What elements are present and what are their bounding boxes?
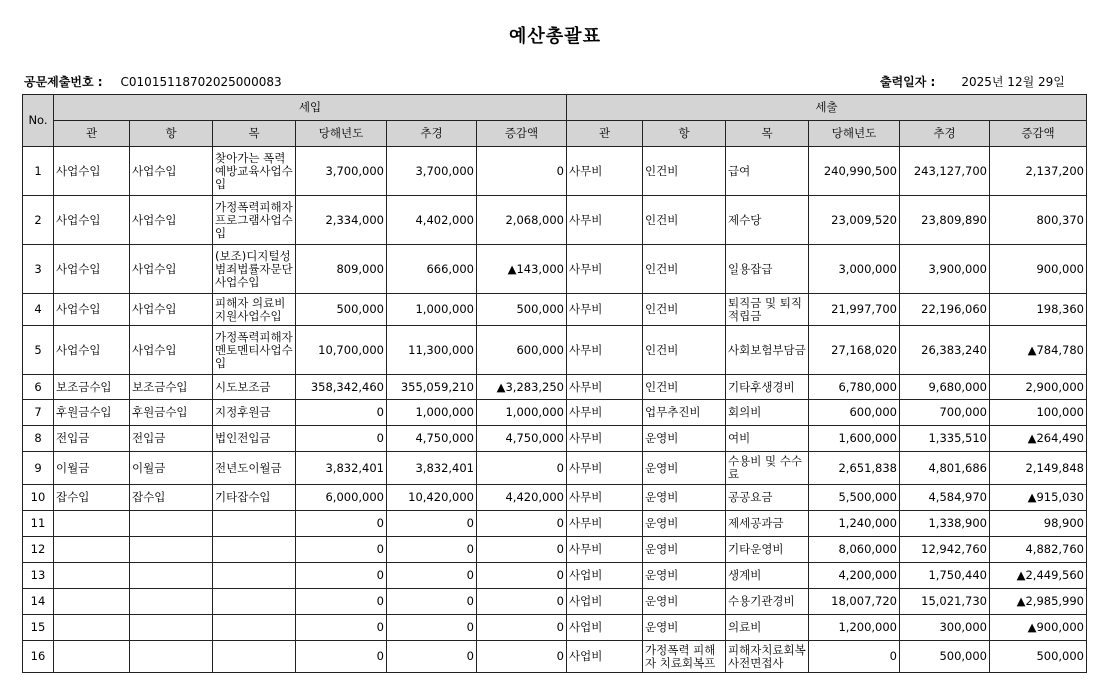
income-hang-cell: 사업수입 [130,245,213,294]
table-row [23,615,1087,641]
expense-current-cell: 5,500,000 [809,485,900,511]
income-current-cell: 2,334,000 [296,196,387,245]
expense-hang-cell: 운영비 [643,511,726,537]
table-row [23,375,1087,400]
expense-mok-cell: 제세공과금 [726,511,809,537]
header-expense-current: 당해년도 [809,121,900,147]
expense-supplementary-cell: 1,750,440 [900,563,990,589]
income-mok-cell: 가정폭력피해자프로그램사업수입 [213,196,296,245]
expense-mok-cell: 수용기관경비 [726,589,809,615]
income-hang-cell: 사업수입 [130,294,213,326]
income-supplementary-cell: 0 [387,589,477,615]
row-no: 16 [23,641,54,673]
expense-mok-cell: 의료비 [726,615,809,641]
income-supplementary-cell: 3,832,401 [387,452,477,485]
income-mok-cell [213,511,296,537]
header-income-gwan: 관 [54,121,130,147]
expense-mok-cell: 급여 [726,147,809,196]
income-mok-cell [213,589,296,615]
expense-mok-cell: 기타후생경비 [726,375,809,400]
income-mok-cell: 가정폭력피해자 멘토멘티사업수입 [213,326,296,375]
expense-supplementary-cell: 1,338,900 [900,511,990,537]
expense-mok-cell: 퇴직금 및 퇴직적립금 [726,294,809,326]
expense-gwan-cell: 사무비 [567,426,643,452]
income-hang-cell: 전입금 [130,426,213,452]
income-gwan-cell [54,641,130,673]
income-current-cell: 0 [296,400,387,426]
income-supplementary-cell: 10,420,000 [387,485,477,511]
income-hang-cell: 사업수입 [130,196,213,245]
expense-gwan-cell: 사무비 [567,452,643,485]
income-gwan-cell: 사업수입 [54,147,130,196]
income-change-cell: 0 [477,452,567,485]
income-change-cell: 0 [477,147,567,196]
expense-mok-cell: 기타운영비 [726,537,809,563]
expense-change-cell: ▲2,985,990 [990,589,1087,615]
header-income-mok: 목 [213,121,296,147]
table-row [23,511,1087,537]
expense-change-cell: ▲264,490 [990,426,1087,452]
income-mok-cell: (보조)디지털성범죄법률자문단사업수입 [213,245,296,294]
income-hang-cell: 보조금수입 [130,375,213,400]
expense-change-cell: 98,900 [990,511,1087,537]
expense-hang-cell: 업무추진비 [643,400,726,426]
table-row [23,485,1087,511]
expense-gwan-cell: 사무비 [567,537,643,563]
income-gwan-cell: 이월금 [54,452,130,485]
income-current-cell: 10,700,000 [296,326,387,375]
income-mok-cell: 기타잡수입 [213,485,296,511]
expense-mok-cell: 여비 [726,426,809,452]
income-current-cell: 6,000,000 [296,485,387,511]
expense-mok-cell: 제수당 [726,196,809,245]
expense-gwan-cell: 사업비 [567,589,643,615]
table-row [23,426,1087,452]
income-hang-cell [130,537,213,563]
expense-gwan-cell: 사업비 [567,641,643,673]
expense-mok-cell: 피해자치료회복 사전면접사 [726,641,809,673]
row-no: 7 [23,400,54,426]
income-current-cell: 500,000 [296,294,387,326]
table-row [23,537,1087,563]
expense-gwan-cell: 사무비 [567,245,643,294]
table-row [23,589,1087,615]
expense-supplementary-cell: 12,942,760 [900,537,990,563]
income-change-cell: 4,750,000 [477,426,567,452]
income-mok-cell: 피해자 의료비 지원사업수입 [213,294,296,326]
income-mok-cell: 찾아가는 폭력예방교육사업수입 [213,147,296,196]
income-supplementary-cell: 1,000,000 [387,400,477,426]
expense-hang-cell: 운영비 [643,426,726,452]
doc-number-value: C0101511870202500008​3 [120,75,282,89]
expense-hang-cell: 운영비 [643,563,726,589]
income-supplementary-cell: 0 [387,563,477,589]
doc-number-label: 공문제출번호 : [24,75,103,89]
income-mok-cell [213,563,296,589]
expense-hang-cell: 운영비 [643,485,726,511]
expense-current-cell: 1,200,000 [809,615,900,641]
income-supplementary-cell: 4,750,000 [387,426,477,452]
expense-gwan-cell: 사무비 [567,400,643,426]
income-current-cell: 0 [296,563,387,589]
row-no: 4 [23,294,54,326]
header-expense-change: 증감액 [990,121,1087,147]
header-income: 세입 [54,95,567,121]
header-no: No. [23,95,54,147]
income-current-cell: 809,000 [296,245,387,294]
expense-supplementary-cell: 23,809,890 [900,196,990,245]
income-change-cell: 0 [477,641,567,673]
income-gwan-cell: 후원금수입 [54,400,130,426]
expense-change-cell: ▲784,780 [990,326,1087,375]
income-gwan-cell [54,537,130,563]
expense-supplementary-cell: 3,900,000 [900,245,990,294]
header-expense-gwan: 관 [567,121,643,147]
income-hang-cell [130,511,213,537]
expense-change-cell: 500,000 [990,641,1087,673]
table-row [23,400,1087,426]
expense-gwan-cell: 사무비 [567,196,643,245]
expense-current-cell: 18,007,720 [809,589,900,615]
expense-hang-cell: 가정폭력 피해자 치료회복프 [643,641,726,673]
income-mok-cell [213,641,296,673]
income-change-cell: ▲143,000 [477,245,567,294]
income-current-cell: 0 [296,589,387,615]
income-supplementary-cell: 11,300,000 [387,326,477,375]
income-change-cell: ▲3,283,250 [477,375,567,400]
income-change-cell: 2,068,000 [477,196,567,245]
expense-supplementary-cell: 500,000 [900,641,990,673]
row-no: 10 [23,485,54,511]
income-supplementary-cell: 666,000 [387,245,477,294]
expense-current-cell: 1,240,000 [809,511,900,537]
expense-change-cell: 198,360 [990,294,1087,326]
expense-mok-cell: 일용잡급 [726,245,809,294]
income-supplementary-cell: 0 [387,511,477,537]
expense-supplementary-cell: 1,335,510 [900,426,990,452]
income-hang-cell [130,615,213,641]
row-no: 3 [23,245,54,294]
expense-change-cell: 2,137,200 [990,147,1087,196]
income-supplementary-cell: 3,700,000 [387,147,477,196]
header-income-hang: 항 [130,121,213,147]
expense-current-cell: 0 [809,641,900,673]
income-gwan-cell: 보조금수입 [54,375,130,400]
expense-gwan-cell: 사무비 [567,326,643,375]
income-gwan-cell [54,615,130,641]
income-supplementary-cell: 0 [387,615,477,641]
table-row [23,294,1087,326]
expense-gwan-cell: 사업비 [567,615,643,641]
income-gwan-cell [54,589,130,615]
table-row [23,147,1087,196]
income-supplementary-cell: 0 [387,641,477,673]
expense-hang-cell: 운영비 [643,589,726,615]
expense-supplementary-cell: 300,000 [900,615,990,641]
expense-supplementary-cell: 700,000 [900,400,990,426]
row-no: 5 [23,326,54,375]
expense-gwan-cell: 사무비 [567,294,643,326]
income-mok-cell [213,615,296,641]
row-no: 13 [23,563,54,589]
expense-supplementary-cell: 26,383,240 [900,326,990,375]
expense-current-cell: 1,600,000 [809,426,900,452]
income-mok-cell [213,537,296,563]
income-hang-cell [130,641,213,673]
budget-summary-table [22,94,1087,673]
expense-supplementary-cell: 9,680,000 [900,375,990,400]
expense-current-cell: 600,000 [809,400,900,426]
header-expense-supplementary: 추경 [900,121,990,147]
expense-hang-cell: 인건비 [643,326,726,375]
income-change-cell: 1,000,000 [477,400,567,426]
income-change-cell: 0 [477,589,567,615]
expense-hang-cell: 인건비 [643,375,726,400]
income-gwan-cell: 사업수입 [54,326,130,375]
expense-mok-cell: 공공요금 [726,485,809,511]
expense-hang-cell: 인건비 [643,196,726,245]
expense-supplementary-cell: 15,021,730 [900,589,990,615]
expense-change-cell: ▲2,449,560 [990,563,1087,589]
income-change-cell: 0 [477,511,567,537]
header-expense-hang: 항 [643,121,726,147]
income-current-cell: 3,832,401 [296,452,387,485]
print-date-field [880,73,1065,90]
expense-current-cell: 27,168,020 [809,326,900,375]
income-current-cell: 0 [296,426,387,452]
income-mok-cell: 법인전입금 [213,426,296,452]
income-mok-cell: 전년도이월금 [213,452,296,485]
income-change-cell: 0 [477,537,567,563]
row-no: 1 [23,147,54,196]
expense-hang-cell: 인건비 [643,294,726,326]
table-row [23,245,1087,294]
row-no: 6 [23,375,54,400]
expense-supplementary-cell: 22,196,060 [900,294,990,326]
header-expense-mok: 목 [726,121,809,147]
expense-hang-cell: 인건비 [643,245,726,294]
income-hang-cell: 이월금 [130,452,213,485]
row-no: 11 [23,511,54,537]
income-change-cell: 0 [477,563,567,589]
income-gwan-cell: 사업수입 [54,294,130,326]
doc-number-field [24,73,282,90]
expense-change-cell: ▲915,030 [990,485,1087,511]
income-change-cell: 4,420,000 [477,485,567,511]
row-no: 8 [23,426,54,452]
expense-change-cell: 2,149,848 [990,452,1087,485]
expense-hang-cell: 운영비 [643,615,726,641]
income-current-cell: 0 [296,641,387,673]
print-date-value: 2025년 12월 29일 [961,75,1065,89]
expense-gwan-cell: 사업비 [567,563,643,589]
table-row [23,563,1087,589]
row-no: 14 [23,589,54,615]
income-hang-cell: 후원금수입 [130,400,213,426]
table-row [23,452,1087,485]
income-supplementary-cell: 1,000,000 [387,294,477,326]
income-current-cell: 3,700,000 [296,147,387,196]
income-change-cell: 600,000 [477,326,567,375]
expense-supplementary-cell: 4,801,686 [900,452,990,485]
table-row [23,326,1087,375]
expense-change-cell: ▲900,000 [990,615,1087,641]
income-current-cell: 0 [296,615,387,641]
print-date-label: 출력일자 : [880,75,936,89]
expense-supplementary-cell: 4,584,970 [900,485,990,511]
expense-change-cell: 4,882,760 [990,537,1087,563]
income-gwan-cell: 전입금 [54,426,130,452]
income-supplementary-cell: 0 [387,537,477,563]
expense-current-cell: 23,009,520 [809,196,900,245]
header-income-change: 증감액 [477,121,567,147]
table-row [23,641,1087,673]
row-no: 15 [23,615,54,641]
income-change-cell: 0 [477,615,567,641]
income-current-cell: 0 [296,537,387,563]
income-gwan-cell: 사업수입 [54,196,130,245]
income-mok-cell: 시도보조금 [213,375,296,400]
expense-current-cell: 6,780,000 [809,375,900,400]
income-gwan-cell [54,563,130,589]
income-supplementary-cell: 355,059,210 [387,375,477,400]
page-title: 예산총괄표 [509,26,601,47]
income-current-cell: 0 [296,511,387,537]
header-income-current: 당해년도 [296,121,387,147]
expense-mok-cell: 회의비 [726,400,809,426]
income-hang-cell [130,589,213,615]
header-income-supplementary: 추경 [387,121,477,147]
income-supplementary-cell: 4,402,000 [387,196,477,245]
income-hang-cell: 잡수입 [130,485,213,511]
income-hang-cell: 사업수입 [130,147,213,196]
expense-current-cell: 21,997,700 [809,294,900,326]
expense-current-cell: 8,060,000 [809,537,900,563]
expense-current-cell: 3,000,000 [809,245,900,294]
expense-hang-cell: 인건비 [643,147,726,196]
expense-mok-cell: 사회보험부담금 [726,326,809,375]
table-row [23,196,1087,245]
expense-change-cell: 100,000 [990,400,1087,426]
income-current-cell: 358,342,460 [296,375,387,400]
expense-current-cell: 240,990,500 [809,147,900,196]
expense-mok-cell: 생계비 [726,563,809,589]
row-no: 12 [23,537,54,563]
income-gwan-cell [54,511,130,537]
income-gwan-cell: 잡수입 [54,485,130,511]
expense-gwan-cell: 사무비 [567,485,643,511]
expense-gwan-cell: 사무비 [567,147,643,196]
expense-gwan-cell: 사무비 [567,511,643,537]
expense-current-cell: 4,200,000 [809,563,900,589]
expense-gwan-cell: 사무비 [567,375,643,400]
expense-mok-cell: 수용비 및 수수료 [726,452,809,485]
income-hang-cell [130,563,213,589]
expense-hang-cell: 운영비 [643,452,726,485]
row-no: 9 [23,452,54,485]
income-change-cell: 500,000 [477,294,567,326]
expense-change-cell: 2,900,000 [990,375,1087,400]
header-expense: 세출 [567,95,1087,121]
expense-change-cell: 800,370 [990,196,1087,245]
expense-supplementary-cell: 243,127,700 [900,147,990,196]
row-no: 2 [23,196,54,245]
expense-hang-cell: 운영비 [643,537,726,563]
expense-change-cell: 900,000 [990,245,1087,294]
income-hang-cell: 사업수입 [130,326,213,375]
expense-current-cell: 2,651,838 [809,452,900,485]
income-mok-cell: 지정후원금 [213,400,296,426]
income-gwan-cell: 사업수입 [54,245,130,294]
